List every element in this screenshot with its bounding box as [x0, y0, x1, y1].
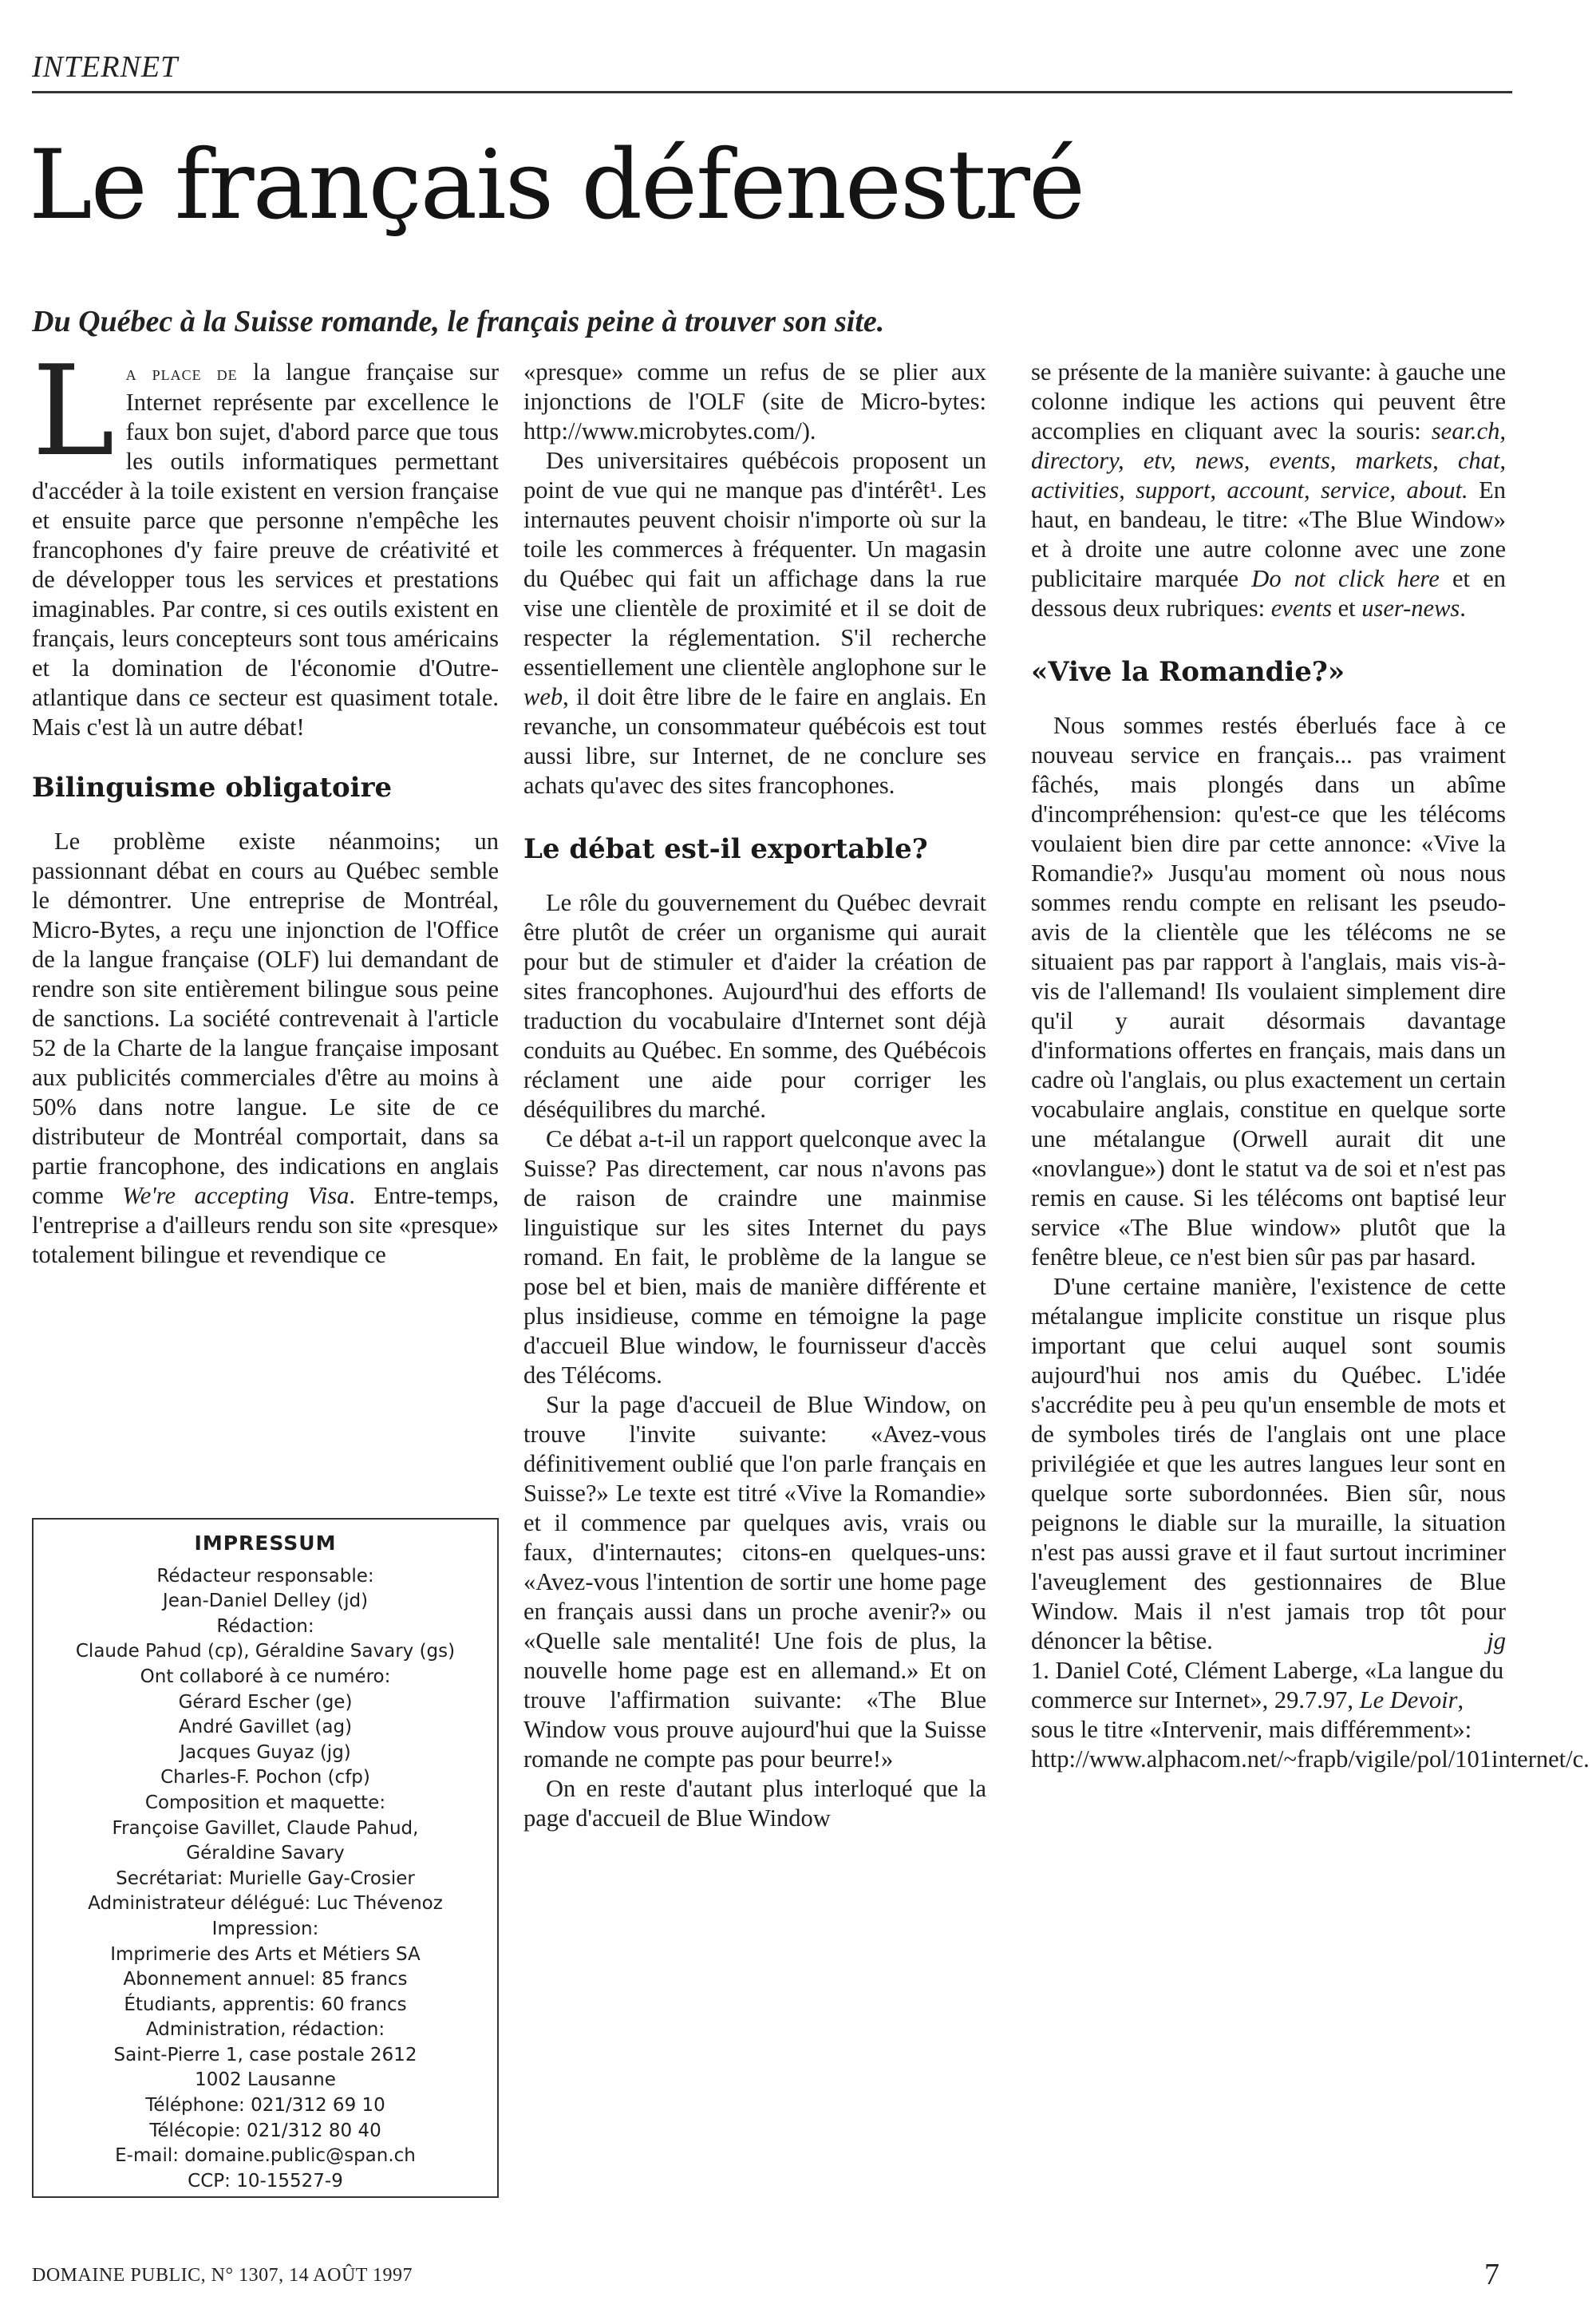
impressum-line: Secrétariat: Murielle Gay-Crosier	[116, 1868, 415, 1889]
footnote	[1031, 1656, 1590, 1774]
impressum-line: 1002 Lausanne	[195, 2069, 336, 2091]
article-paragraph-8: Nous sommes restés éberlués face à ce nouveau service en français... pas vraiment fâchés, mais plongés dans un abîme d'incompréhension: qu'est-ce que les télécoms voulaient bien dire par cette annonce: «Vive la Romandie?» Jusqu'au moment où nous nous sommes rendu compte en relisant les pseudo-avis de la clientèle que les télécoms ne se situaient pas par rapport à l'anglais, mais vis-à-vis de l'allemand! Ils voulaient simplement dire qu'il y aurait désormais davantage d'informations offertes en français, mais dans un cadre où l'anglais, ou plus exactement un certain vocabulaire anglais, constitue en quelque sorte une métalangue (Orwell aurait dit une «novlangue») dont le statut va de soi et n'est pas remis en cause. Si les télécoms ont baptisé leur service «The Blue window» plutôt que la fenêtre bleue, ce n'est bien sûr pas par hasard.	[1031, 712, 1506, 1271]
impressum-line: Abonnement annuel: 85 francs	[123, 1969, 408, 1990]
emphasis-text: sear.ch, directory, etv, news, events, markets, chat, activities, support, account, service, about.	[1031, 417, 1506, 504]
paragraph-text: la langue française sur Internet représente par excellence le faux bon sujet, d'abord parce que tous les outils informatiques permettant d'accéder à la toile existent en version française et ensuite parce que personne n'empêche les francophones d'y faire preuve de créativité et de développer tous les services et prestations imaginables. Par contre, si ces outils existent en français, leurs concepteurs sont tous américains et la domination de l'économie d'Outre-atlantique dans ce secteur est quasiment totale. Mais c'est là un autre débat!	[32, 358, 499, 741]
top-rule	[32, 91, 1512, 93]
page-number: 7	[1484, 2258, 1499, 2291]
impressum-line: Télécopie: 021/312 80 40	[149, 2120, 381, 2141]
footnote-text: , sous le titre «Intervenir, mais différemment»: http://www.alphacom.net/~frapb/vigile/pol/101internet/c.	[1031, 1686, 1590, 1773]
impressum-line: Géraldine Savary	[186, 1843, 345, 1864]
article-paragraph-6: Sur la page d'accueil de Blue Window, on trouve l'invite suivante: «Avez-vous définitivement oublié que l'on parle français en Suisse?» Le texte est titré «Vive la Romandie» et il commence par quelques avis, vrais ou faux, d'internautes; citons-en quelques-uns: «Avez-vous l'intention de sortir une home page en français aussi dans un proche avenir?» ou «Quelle sale mentalité! Une fois de plus, la nouvelle home page est en allemand.» Et on trouve l'affirmation suivante: «The Blue Window vous prouve aujourd'hui que la Suisse romande ne compte pas pour beurre!»	[523, 1391, 986, 1773]
impressum-line: Téléphone: 021/312 69 10	[145, 2095, 385, 2116]
author-signature: jg	[1487, 1627, 1506, 1654]
emphasis-text: web	[523, 683, 563, 710]
impressum-line: Charles-F. Pochon (cfp)	[160, 1767, 370, 1788]
paragraph-text: se présente de la manière suivante: à gauche une colonne indique les actions qui peuvent être accomplies en cliquant avec la souris:	[1031, 358, 1506, 445]
paragraph-text: Des universitaires québécois proposent un point de vue qui ne manque pas d'intérêt¹. Les internautes peuvent choisir n'importe où sur la toile les commerces à fréquenter. Un magasin du Québec qui fait un affichage dans la rue vise une clientèle de proximité et il se doit de respecter la réglementation. S'il recherche essentiellement une clientèle anglophone sur le	[523, 447, 986, 681]
article-column-2	[523, 358, 986, 1833]
impressum-line: Étudiants, apprentis: 60 francs	[124, 1994, 407, 2015]
impressum-line: E-mail: domaine.public@span.ch	[115, 2145, 416, 2167]
lead-smallcaps: a place de	[125, 362, 238, 385]
subhead-debat: Le débat est-il exportable?	[523, 833, 928, 865]
impressum-line: Impression:	[211, 1918, 319, 1939]
article-column-3	[1031, 358, 1590, 1774]
paragraph-text: Le problème existe néanmoins; un passionnant débat en cours au Québec semble le démontrer. Une entreprise de Montréal, Micro-Bytes, a reçu une injonction de l'Office de la langue française (OLF) lui demandant de rendre son site entièrement bilingue sous peine de sanctions. La société contrevenait à l'article 52 de la Charte de la langue française imposant aux publicités commerciales d'être au moins à 50% dans notre langue. Le site de ce distributeur de Montréal comportait, dans sa partie francophone, des indications en anglais comme	[32, 828, 499, 1209]
impressum-line: Saint-Pierre 1, case postale 2612	[113, 2044, 417, 2065]
article-column-1	[32, 338, 499, 1270]
subhead-bilinguisme: Bilinguisme obligatoire	[32, 772, 393, 804]
impressum-line: Gérard Escher (ge)	[178, 1691, 353, 1713]
impressum-line: Administration, rédaction:	[145, 2019, 385, 2041]
paragraph-text: . Entre-temps, l'entreprise a d'ailleurs rendu son site «presque» totalement bilingue et revendique ce	[32, 1182, 499, 1268]
article-paragraph-1	[32, 338, 499, 742]
emphasis-text: events	[1270, 595, 1332, 622]
paragraph-text: En haut, en bandeau, le titre: «The Blue Window» et à droite une autre colonne avec une zone publicitaire marquée	[1031, 476, 1506, 592]
article-paragraph-7-cont	[1031, 358, 1506, 623]
impressum-line: Imprimerie des Arts et Métiers SA	[110, 1943, 421, 1965]
paragraph-text: .	[1460, 595, 1466, 622]
impressum-line: CCP: 10-15527-9	[188, 2170, 343, 2192]
paragraph-text: D'une certaine manière, l'existence de cette métalangue implicite constitue un risque plus important que celui auquel sont soumis aujourd'hui nos amis du Québec. L'idée s'accrédite peu à peu qu'un ensemble de mots et de symboles tirés de l'anglais ont une place privilégiée et que les autres langues leur sont en quelque sorte subordonnées. Bien sûr, nous peignons le diable sur la muraille, la situation n'est pas aussi grave et il faut surtout incriminer l'aveuglement des gestionnaires de Blue Window. Mais il n'est jamais trop tôt pour dénoncer la bêtise.	[1031, 1273, 1506, 1654]
article-title: Le français défenestré	[29, 130, 1084, 241]
article-paragraph-5: Ce débat a-t-il un rapport quelconque avec la Suisse? Pas directement, car nous n'avons pas de raison de craindre une mainmise linguistique sur les sites Internet du pays romand. En fait, le problème de la langue se pose bel et bien, mais de manière différente et plus insidieuse, comme en témoigne la page d'accueil Blue window, le fournisseur d'accès des Télécoms.	[523, 1125, 986, 1389]
article-paragraph-4: Le rôle du gouvernement du Québec devrait être plutôt de créer un organisme qui aurait pour but de stimuler et d'aider la création de sites francophones. Aujourd'hui des efforts de traduction du vocabulaire d'Internet sont déjà conduits au Québec. En somme, des Québécois réclament une aide pour corriger les déséquilibres du marché.	[523, 889, 986, 1123]
impressum-box	[32, 1518, 499, 2198]
article-paragraph-9	[1031, 1272, 1506, 1656]
emphasis-text: We're accepting Visa	[122, 1182, 350, 1209]
impressum-line: Françoise Gavillet, Claude Pahud,	[112, 1817, 419, 1839]
impressum-line: Composition et maquette:	[144, 1792, 386, 1813]
impressum-line: Rédaction:	[216, 1615, 314, 1637]
impressum-line: Jacques Guyaz (jg)	[180, 1741, 351, 1763]
emphasis-text: user-news	[1361, 595, 1460, 622]
emphasis-text: Le Devoir	[1359, 1686, 1458, 1713]
publication-footer: DOMAINE PUBLIC, N° 1307, 14 AOÛT 1997	[32, 2265, 413, 2286]
article-paragraph-2	[32, 827, 499, 1270]
section-label: INTERNET	[32, 50, 179, 84]
drop-cap: L	[32, 338, 115, 484]
paragraph-text: et en dessous deux rubriques:	[1031, 565, 1506, 622]
article-paragraph-2-cont: «presque» comme un refus de se plier aux injonctions de l'OLF (site de Micro-bytes: http://www.microbytes.com/).	[523, 358, 986, 445]
impressum-line: Claude Pahud (cp), Géraldine Savary (gs)	[75, 1641, 456, 1662]
footnote-text: 1. Daniel Coté, Clément Laberge, «La langue du commerce sur Internet», 29.7.97,	[1031, 1657, 1504, 1713]
article-standfirst: Du Québec à la Suisse romande, le français peine à trouver son site.	[32, 305, 885, 338]
impressum-line: Rédacteur responsable:	[156, 1565, 374, 1587]
impressum-line: Ont collaboré à ce numéro:	[140, 1666, 391, 1687]
impressum-line: Administrateur délégué: Luc Thévenoz	[88, 1893, 443, 1915]
article-paragraph-3	[523, 446, 986, 800]
impressum-line: Jean-Daniel Delley (jd)	[162, 1591, 369, 1612]
paragraph-text: et	[1331, 595, 1362, 622]
subhead-romandie: «Vive la Romandie?»	[1031, 656, 1345, 688]
article-paragraph-7: On en reste d'autant plus interloqué que la page d'accueil de Blue Window	[523, 1775, 986, 1832]
emphasis-text: Do not click here	[1251, 565, 1440, 592]
impressum-line: André Gavillet (ag)	[178, 1717, 353, 1738]
impressum-title: IMPRESSUM	[194, 1532, 337, 1555]
paragraph-text: , il doit être libre de le faire en anglais. En revanche, un consommateur québécois est tout aussi libre, sur Internet, de ne conclure ses achats qu'avec des sites francophones.	[523, 683, 986, 799]
